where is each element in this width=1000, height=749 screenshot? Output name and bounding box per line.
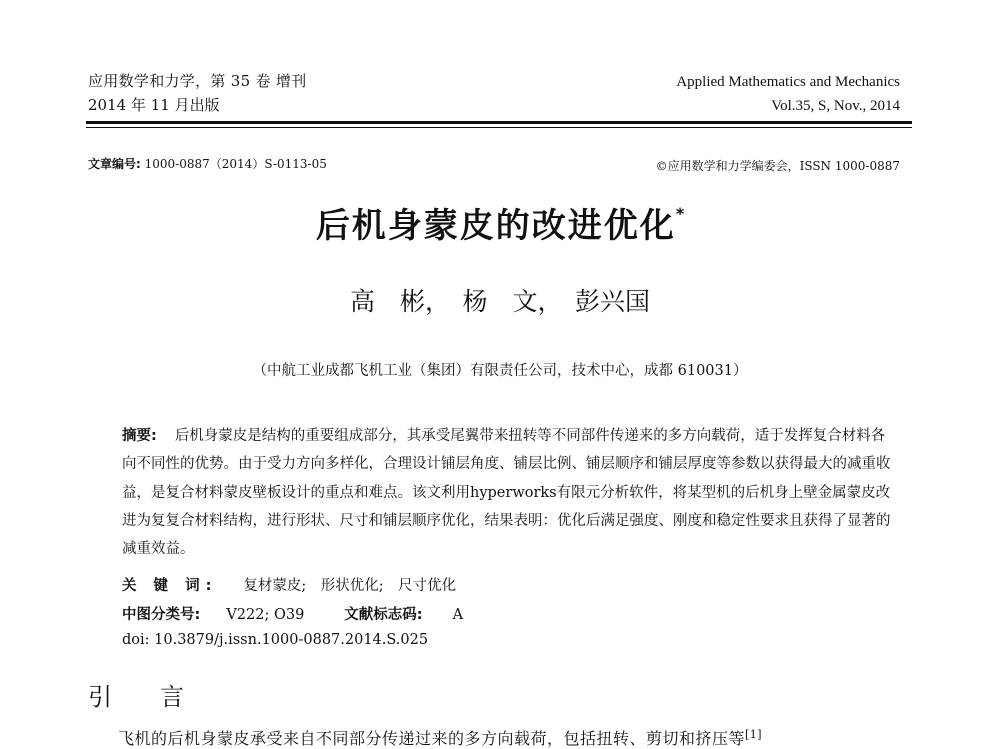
reference-mark: [1] — [745, 728, 763, 741]
copyright-notice: ©应用数学和力学编委会，ISSN 1000-0887 — [655, 159, 900, 173]
clc-label: 中图分类号: — [122, 607, 201, 623]
volume-info-en: Vol.35, S, Nov., 2014 — [771, 98, 900, 114]
section-heading: 引言 — [88, 683, 232, 711]
article-number-label: 文章编号: — [88, 157, 141, 171]
keywords-label: 关 键 词: — [122, 578, 218, 594]
header-rule-thick — [86, 121, 912, 124]
publish-date-cn: 2014 年 11 月出版 — [88, 96, 220, 114]
abstract-label: 摘要: — [122, 428, 157, 444]
body-text: 飞机的后机身蒙皮承受来自不同部分传递过来的多方向载荷，包括扭转、剪切和挤压等 — [118, 729, 746, 748]
body-first-line — [118, 726, 762, 749]
journal-name-en: Applied Mathematics and Mechanics — [676, 74, 900, 90]
doc-code-value: A — [452, 607, 464, 623]
title-footnote-mark: * — [675, 204, 685, 223]
abstract-text: 后机身蒙皮是结构的重要组成部分，其承受尾翼带来扭转等不同部件传递来的多方向载荷，适于发挥复合材料各向不同性的优势。由于受力方向多样化，合理设计铺层角度、铺层比例、铺层顺序和铺层厚度等参数以获得最大的减重收益，是复合材料蒙皮壁板设计的重点和难点。该文利用hyperworks有限元分析软件，将某型机的后机身上壁金属蒙皮改进为复复合材料结构，进行形状、尺寸和铺层顺序优化，结果表明：优化后满足强度、刚度和稳定性要求且获得了显著的减重效益。 — [122, 428, 891, 558]
doc-code-label: 文献标志码: — [344, 607, 423, 623]
clc-value: V222; O39 — [226, 607, 305, 623]
keywords — [122, 574, 456, 595]
article-number-value: 1000-0887（2014）S-0113-05 — [144, 157, 327, 171]
paper-title — [0, 198, 1000, 247]
article-number — [88, 155, 327, 172]
abstract — [122, 422, 892, 563]
author-list: 高 彬， 杨 文， 彭兴国 — [349, 287, 650, 316]
paper-title-text: 后机身蒙皮的改进优化 — [315, 206, 676, 246]
journal-name-cn: 应用数学和力学，第 35 卷 增刊 — [88, 72, 307, 90]
doi: doi: 10.3879/j.issn.1000-0887.2014.S.025 — [122, 632, 429, 648]
keywords-value: 复材蒙皮; 形状优化; 尺寸优化 — [243, 578, 457, 594]
header-rule-thin — [86, 127, 912, 128]
affiliation: （中航工业成都飞机工业（集团）有限责任公司，技术中心，成都 610031） — [252, 363, 748, 379]
classification — [122, 603, 463, 624]
